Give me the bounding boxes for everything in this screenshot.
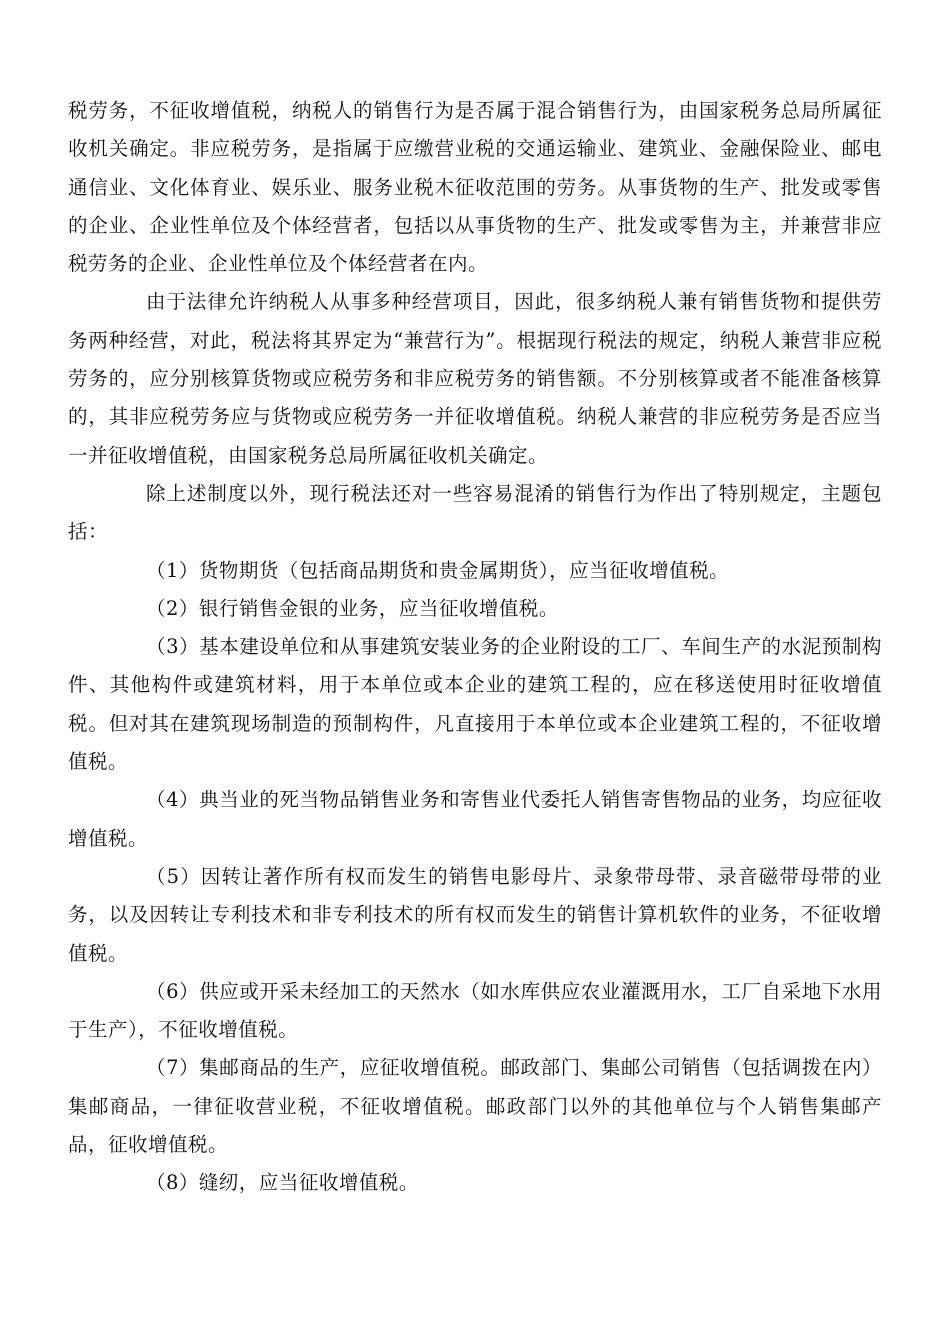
list-item: （8）缝纫，应当征收增值税。 bbox=[146, 1171, 419, 1195]
paragraph-special-rules-intro: 除上述制度以外，现行税法还对一些容易混淆的销售行为作出了特别规定，主题包括： bbox=[68, 481, 882, 544]
list-item: （5）因转让著作所有权而发生的销售电影母片、录象带母带、录音磁带母带的业务，以及因转让专利技术和非专利技术的所有权而发生的销售计算机软件的业务，不征收增值税。 bbox=[68, 864, 882, 965]
list-item: （6）供应或开采未经加工的天然水（如水库供应农业灌溉用水，工厂自采地下水用于生产），不征收增值税。 bbox=[68, 979, 882, 1042]
document-body bbox=[68, 92, 882, 1203]
paragraph-concurrent-business: 由于法律允许纳税人从事多种经营项目，因此，很多纳税人兼有销售货物和提供劳务两种经营，对此，税法将其界定为“兼营行为”。根据现行税法的规定，纳税人兼营非应税劳务的，应分别核算货物或应税劳务和非应税劳务的销售额。不分别核算或者不能准备核算的，其非应税劳务应与货物或应税劳务一并征收增值税。纳税人兼营的非应税劳务是否应当一并征收增值税，由国家税务总局所属征收机关确定。 bbox=[68, 290, 882, 467]
list-item: （3）基本建设单位和从事建筑安装业务的企业附设的工厂、车间生产的水泥预制构件、其他构件或建筑材料，用于本单位或本企业的建筑工程的，应在移送使用时征收增值税。但对其在建筑现场制造的预制构件，凡直接用于本单位或本企业建筑工程的，不征收增值税。 bbox=[68, 635, 882, 774]
list-item: （4）典当业的死当物品销售业务和寄售业代委托人销售寄售物品的业务，均应征收增值税。 bbox=[68, 788, 882, 850]
list-item: （1）货物期货（包括商品期货和贵金属期货），应当征收增值税。 bbox=[146, 558, 730, 582]
paragraph-continuation: 税劳务，不征收增值税，纳税人的销售行为是否属于混合销售行为，由国家税务总局所属征收机关确定。非应税劳务，是指属于应缴营业税的交通运输业、建筑业、金融保险业、邮电通信业、文化体育业、娱乐业、服务业税木征收范围的劳务。从事货物的生产、批发或零售的企业、企业性单位及个体经营者，包括以从事货物的生产、批发或零售为主，并兼营非应税劳务的企业、企业性单位及个体经营者在内。 bbox=[68, 99, 882, 276]
list-item: （2）银行销售金银的业务，应当征收增值税。 bbox=[146, 596, 559, 620]
list-item: （7）集邮商品的生产，应征收增值税。邮政部门、集邮公司销售（包括调拨在内）集邮商品，一律征收营业税，不征收增值税。邮政部门以外的其他单位与个人销售集邮产品，征收增值税。 bbox=[68, 1056, 882, 1157]
